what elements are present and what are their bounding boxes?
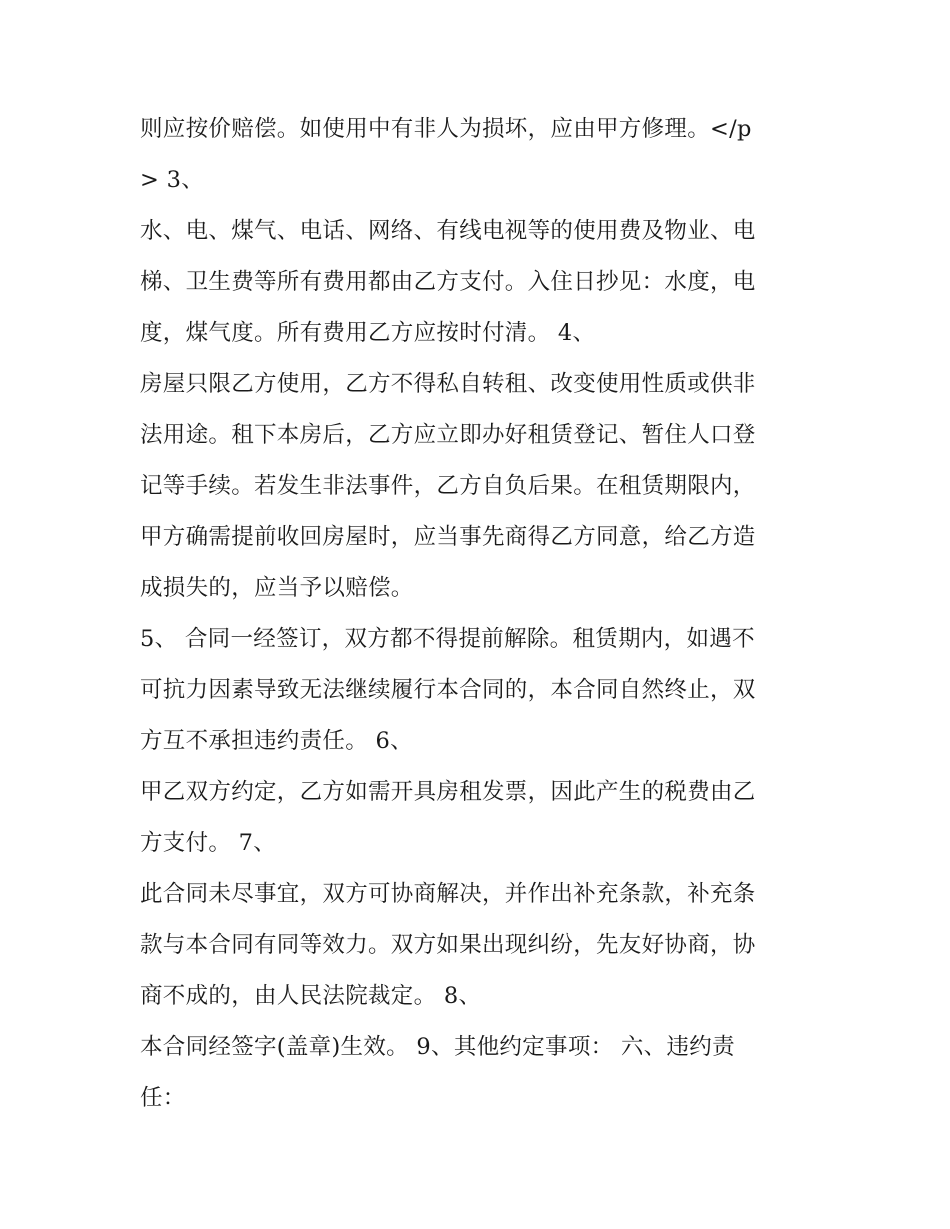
text-line: 任：	[140, 1085, 186, 1111]
text-line: 甲方确需提前收回房屋时，应当事先商得乙方同意，给乙方造	[140, 524, 756, 550]
text-line: 款与本合同有同等效力。双方如果出现纠纷，先友好协商，协	[140, 932, 756, 958]
document-body	[140, 104, 830, 1124]
text-line: 可抗力因素导致无法继续履行本合同的，本合同自然终止，双	[140, 677, 756, 703]
text-line: 本合同经签字(盖章)生效。 9、其他约定事项： 六、违约责	[140, 1034, 735, 1060]
text-line: 方互不承担违约责任。 6、	[140, 728, 413, 754]
text-line: 成损失的，应当予以赔偿。	[140, 575, 414, 601]
text-line: 则应按价赔偿。如使用中有非人为损坏，应由甲方修理。</p	[140, 116, 752, 142]
text-line: 度，煤气度。所有费用乙方应按时付清。 4、	[140, 320, 596, 346]
text-line: 记等手续。若发生非法事件，乙方自负后果。在租赁期限内，	[140, 473, 756, 499]
text-line: 房屋只限乙方使用，乙方不得私自转租、改变使用性质或供非	[140, 371, 756, 397]
text-line: 方支付。 7、	[140, 830, 277, 856]
text-line: 此合同未尽事宜，双方可协商解决，并作出补充条款，补充条	[140, 881, 756, 907]
text-line: 法用途。租下本房后，乙方应立即办好租赁登记、暂住人口登	[140, 422, 756, 448]
text-line: > 3、	[140, 167, 205, 193]
text-line: 梯、卫生费等所有费用都由乙方支付。入住日抄见：水度，电	[140, 269, 756, 295]
text-line: 5、 合同一经签订，双方都不得提前解除。租赁期内，如遇不	[140, 626, 755, 652]
text-line: 水、电、煤气、电话、网络、有线电视等的使用费及物业、电	[140, 218, 756, 244]
text-line: 商不成的，由人民法院裁定。 8、	[140, 983, 482, 1009]
text-line: 甲乙双方约定，乙方如需开具房租发票，因此产生的税费由乙	[140, 779, 756, 805]
